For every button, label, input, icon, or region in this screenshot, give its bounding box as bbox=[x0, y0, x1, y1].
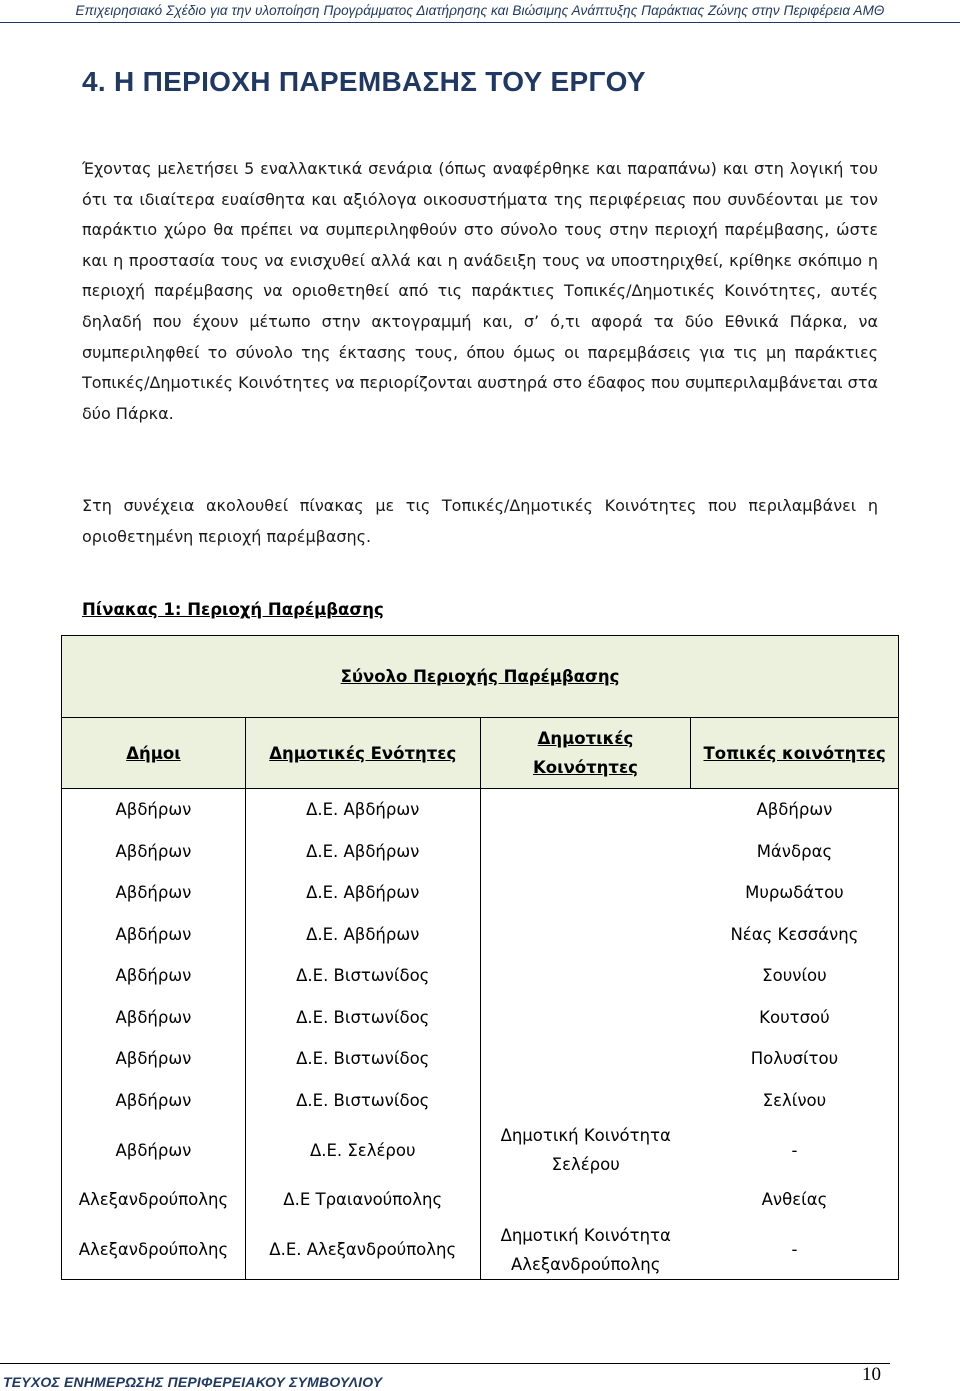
cell-municipal-community bbox=[480, 997, 691, 1039]
table-row bbox=[62, 1121, 899, 1179]
table-row bbox=[62, 955, 899, 997]
cell-local-community: Ανθείας bbox=[691, 1179, 899, 1221]
table-row bbox=[62, 914, 899, 956]
cell-municipal-community bbox=[480, 831, 691, 873]
cell-municipal-unit: Δ.Ε. Βιστωνίδος bbox=[245, 1038, 480, 1080]
cell-local-community: - bbox=[691, 1121, 899, 1179]
cell-municipality: Αβδήρων bbox=[62, 1038, 246, 1080]
page-number: 10 bbox=[862, 1364, 881, 1385]
table-row bbox=[62, 872, 899, 914]
cell-municipal-community bbox=[480, 789, 691, 831]
table-row bbox=[62, 1179, 899, 1221]
table-row bbox=[62, 1080, 899, 1122]
cell-municipality: Αλεξανδρούπολης bbox=[62, 1179, 246, 1221]
cell-local-community: - bbox=[691, 1221, 899, 1280]
footer-divider bbox=[0, 1363, 890, 1364]
cell-municipal-unit: Δ.Ε. Βιστωνίδος bbox=[245, 997, 480, 1039]
cell-municipal-community bbox=[480, 914, 691, 956]
cell-municipal-unit: Δ.Ε. Σελέρου bbox=[245, 1121, 480, 1179]
cell-municipal-community: Δημοτική Κοινότητα Αλεξανδρούπολης bbox=[480, 1221, 691, 1280]
column-header-municipal-communities: Δημοτικές Κοινότητες bbox=[480, 718, 691, 789]
table-intro-paragraph: Στη συνέχεια ακολουθεί πίνακας με τις Τοπικές/Δημοτικές Κοινότητες που περιλαμβάνει η οριοθετημένη περιοχή παρέμβασης. bbox=[82, 496, 878, 546]
cell-local-community: Μυρωδάτου bbox=[691, 872, 899, 914]
cell-local-community: Πολυσίτου bbox=[691, 1038, 899, 1080]
table-column-headers bbox=[62, 718, 899, 789]
cell-municipal-community bbox=[480, 1080, 691, 1122]
cell-municipal-community bbox=[480, 1179, 691, 1221]
cell-local-community: Μάνδρας bbox=[691, 831, 899, 873]
column-header-municipalities: Δήμοι bbox=[62, 718, 246, 789]
cell-municipal-unit: Δ.Ε. Βιστωνίδος bbox=[245, 955, 480, 997]
table-total-heading: Σύνολο Περιοχής Παρέμβασης bbox=[62, 636, 899, 718]
table-row bbox=[62, 997, 899, 1039]
cell-municipality: Αβδήρων bbox=[62, 997, 246, 1039]
cell-local-community: Νέας Κεσσάνης bbox=[691, 914, 899, 956]
cell-municipal-unit: Δ.Ε. Αβδήρων bbox=[245, 914, 480, 956]
cell-municipal-community bbox=[480, 955, 691, 997]
cell-municipal-unit: Δ.Ε. Αβδήρων bbox=[245, 789, 480, 831]
section-title: 4. Η ΠΕΡΙΟΧΗ ΠΑΡΕΜΒΑΣΗΣ ΤΟΥ ΕΡΓΟΥ bbox=[82, 66, 646, 97]
cell-local-community: Αβδήρων bbox=[691, 789, 899, 831]
cell-local-community: Σελίνου bbox=[691, 1080, 899, 1122]
cell-municipal-community bbox=[480, 1038, 691, 1080]
cell-municipality: Αβδήρων bbox=[62, 1121, 246, 1179]
cell-municipal-unit: Δ.Ε. Αβδήρων bbox=[245, 831, 480, 873]
cell-municipal-unit: Δ.Ε. Αλεξανδρούπολης bbox=[245, 1221, 480, 1280]
running-header: Επιχειρησιακό Σχέδιο για την υλοποίηση Προγράμματος Διατήρησης και Βιώσιμης Ανάπτυξης Παράκτιας Ζώνης στην Περιφέρεια ΑΜΘ bbox=[0, 0, 960, 23]
intervention-area-table bbox=[61, 635, 899, 1280]
cell-municipal-unit: Δ.Ε. Αβδήρων bbox=[245, 872, 480, 914]
cell-municipal-community bbox=[480, 872, 691, 914]
column-header-local-communities: Τοπικές κοινότητες bbox=[691, 718, 899, 789]
cell-municipality: Αβδήρων bbox=[62, 872, 246, 914]
intro-paragraph: Έχοντας μελετήσει 5 εναλλακτικά σενάρια (όπως αναφέρθηκε και παραπάνω) και στη λογική του ότι τα ιδιαίτερα ευαίσθητα και αξιόλογα οικοσυστήματα της περιφέρειας που συνδέονται με τον παράκτιο χώρο θα πρέπει να συμπεριληφθούν στο σύνολο τους στην περιοχή παρέμβασης, ώστε και η προστασία τους να ενισχυθεί αλλά και η ανάδειξη τους να υποστηριχθεί, κρίθηκε σκόπιμο η περιοχή παρέμβασης να οριοθετηθεί από τις παράκτιες Τοπικές/Δημοτικές Κοινότητες, αυτές δηλαδή που έχουν μέτωπο στην ακτογραμμή και, σ’ ό,τι αφορά τα δύο Εθνικά Πάρκα, να συμπεριληφθεί το σύνολο της έκτασης τους, όπου όμως οι παρεμβάσεις για τις μη παράκτιες Τοπικές/Δημοτικές Κοινότητες να περιορίζονται αυστηρά στο έδαφος που συμπεριλαμβάνεται στα δύο Πάρκα. bbox=[82, 159, 878, 423]
cell-municipality: Αλεξανδρούπολης bbox=[62, 1221, 246, 1280]
table-caption: Πίνακας 1: Περιοχή Παρέμβασης bbox=[82, 600, 384, 619]
cell-municipal-unit: Δ.Ε Τραιανούπολης bbox=[245, 1179, 480, 1221]
table-row bbox=[62, 1221, 899, 1280]
column-header-municipal-units: Δημοτικές Ενότητες bbox=[245, 718, 480, 789]
footer-bulletin-title: ΤΕΥΧΟΣ ΕΝΗΜΕΡΩΣΗΣ ΠΕΡΙΦΕΡΕΙΑΚΟΥ ΣΥΜΒΟΥΛΙΟΥ bbox=[3, 1374, 383, 1390]
cell-municipality: Αβδήρων bbox=[62, 789, 246, 831]
table-row bbox=[62, 1038, 899, 1080]
cell-municipality: Αβδήρων bbox=[62, 831, 246, 873]
table-row bbox=[62, 789, 899, 831]
table-row bbox=[62, 831, 899, 873]
cell-municipal-community: Δημοτική Κοινότητα Σελέρου bbox=[480, 1121, 691, 1179]
cell-local-community: Κουτσού bbox=[691, 997, 899, 1039]
cell-local-community: Σουνίου bbox=[691, 955, 899, 997]
cell-municipality: Αβδήρων bbox=[62, 914, 246, 956]
cell-municipality: Αβδήρων bbox=[62, 955, 246, 997]
cell-municipal-unit: Δ.Ε. Βιστωνίδος bbox=[245, 1080, 480, 1122]
cell-municipality: Αβδήρων bbox=[62, 1080, 246, 1122]
